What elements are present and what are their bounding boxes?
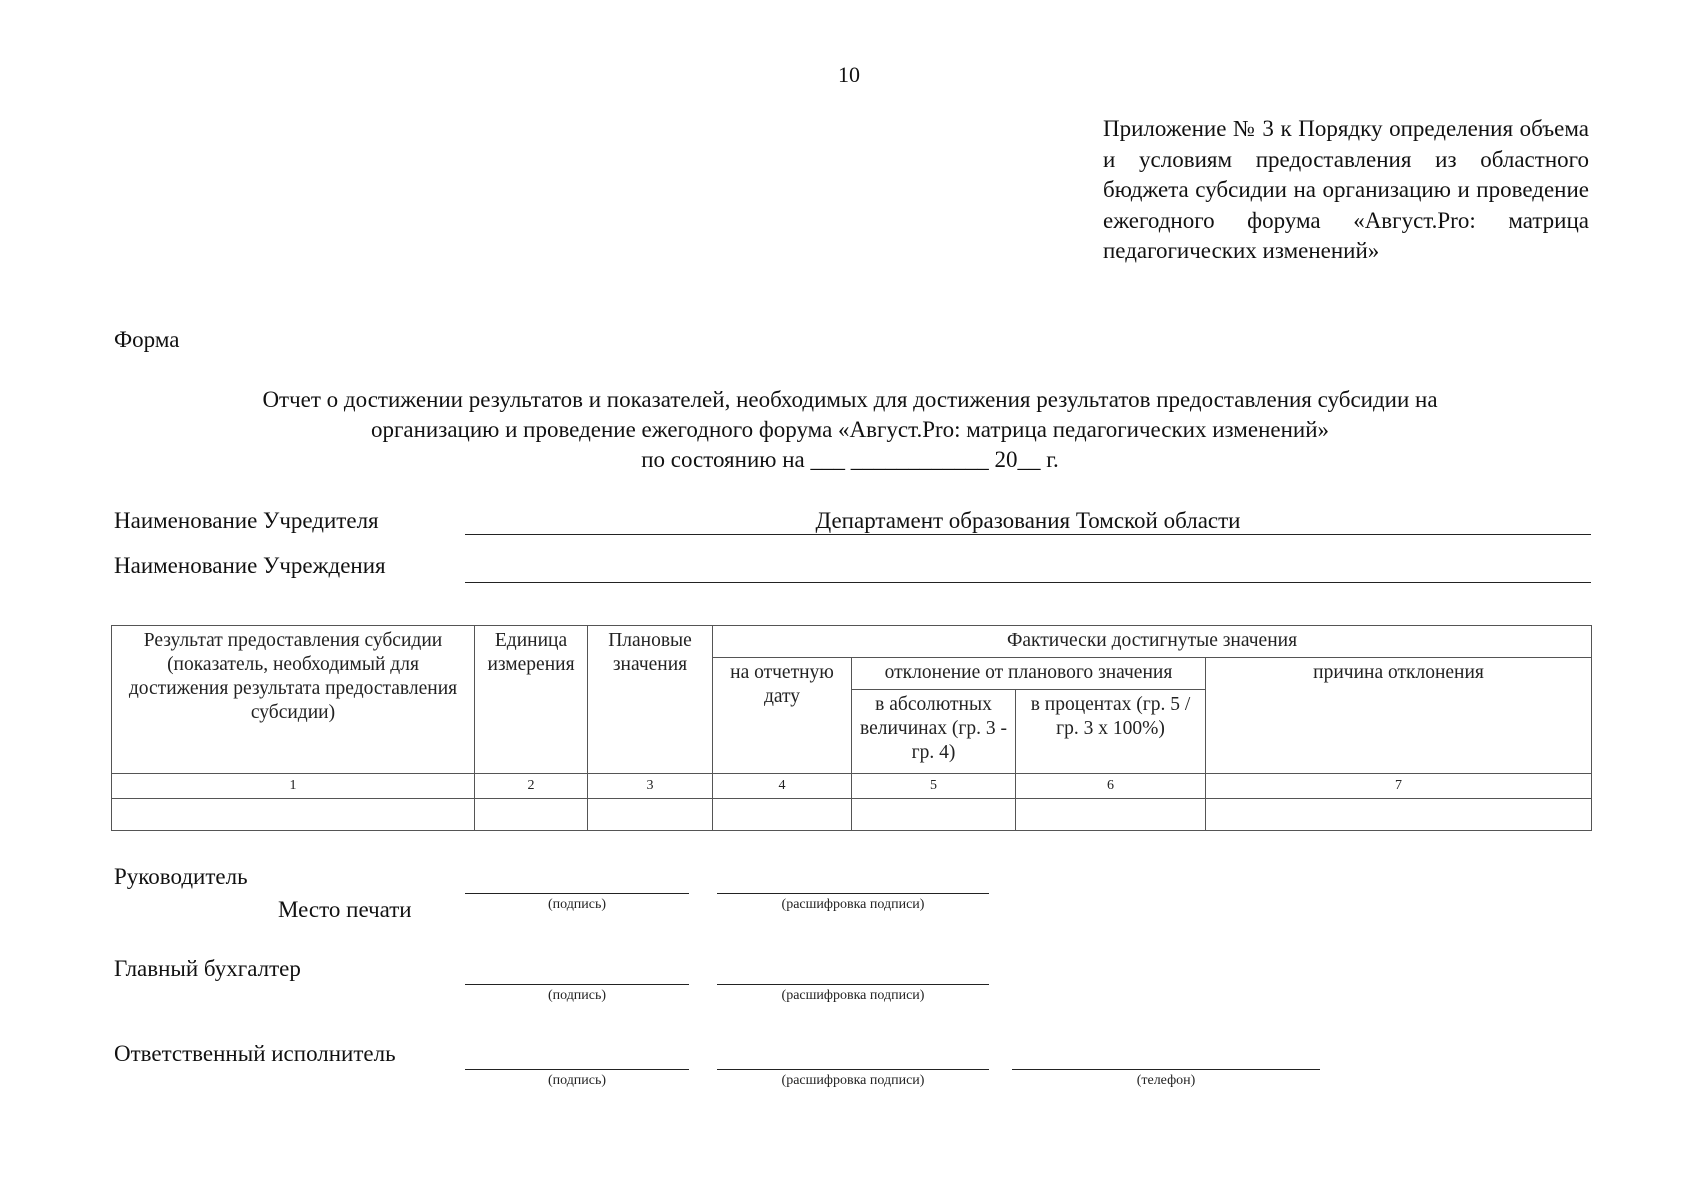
head-decoding-line[interactable] — [717, 893, 989, 894]
appendix-reference: Приложение № 3 к Порядку определения объема и условиям предоставления из областного бюджета субсидии на организацию и проведение ежегодного форума «Август.Pro: матрица педагогических изменений» — [1103, 116, 1589, 263]
executor-decoding-caption: (расшифровка подписи) — [781, 1073, 925, 1088]
accountant-signature-line[interactable] — [465, 984, 689, 985]
accountant-decoding-caption: (расшифровка подписи) — [781, 988, 925, 1003]
executor-signature-line[interactable] — [465, 1069, 689, 1070]
header-report-date: на отчетную дату — [713, 658, 852, 774]
institution-label: Наименование Учреждения — [114, 553, 386, 578]
table-cell-report-date[interactable] — [713, 799, 852, 831]
founder-label: Наименование Учредителя — [114, 508, 379, 533]
head-signature-caption: (подпись) — [547, 897, 607, 912]
header-deviation: отклонение от планового значения — [852, 658, 1206, 690]
table-cell-absolute[interactable] — [852, 799, 1016, 831]
institution-field[interactable] — [465, 556, 1591, 583]
table-cell-planned[interactable] — [588, 799, 713, 831]
founder-field[interactable]: Департамент образования Томской области — [465, 508, 1591, 535]
column-number: 5 — [852, 774, 1016, 799]
report-title-line-1: Отчет о достижении результатов и показателей, необходимых для достижения результатов предоставления субсидии на — [262, 387, 1438, 412]
accountant-signature-caption: (подпись) — [547, 988, 607, 1003]
table-cell-unit[interactable] — [475, 799, 588, 831]
report-title — [150, 385, 1550, 475]
accountant-label: Главный бухгалтер — [114, 956, 301, 981]
head-decoding-caption: (расшифровка подписи) — [781, 897, 925, 912]
report-title-line-3: по состоянию на ___ ____________ 20__ г. — [641, 447, 1059, 472]
header-planned: Плановые значения — [588, 626, 713, 774]
column-number: 7 — [1206, 774, 1592, 799]
stamp-label: Место печати — [278, 897, 412, 922]
table-cell-reason[interactable] — [1206, 799, 1592, 831]
executor-phone-caption: (телефон) — [1136, 1073, 1196, 1088]
results-table — [111, 625, 1592, 831]
column-number: 1 — [112, 774, 475, 799]
header-result: Результат предоставления субсидии (показатель, необходимый для достижения результата предоставления субсидии) — [112, 626, 475, 774]
executor-decoding-line[interactable] — [717, 1069, 989, 1070]
header-deviation-reason: причина отклонения — [1206, 658, 1592, 774]
report-title-line-2: организацию и проведение ежегодного форума «Август.Pro: матрица педагогических изменений» — [370, 417, 1330, 442]
header-unit: Единица измерения — [475, 626, 588, 774]
executor-label: Ответственный исполнитель — [114, 1041, 396, 1066]
column-number: 3 — [588, 774, 713, 799]
executor-phone-line[interactable] — [1012, 1069, 1320, 1070]
header-absolute: в абсолютных величинах (гр. 3 - гр. 4) — [852, 690, 1016, 774]
column-number-row — [112, 774, 1592, 799]
executor-signature-caption: (подпись) — [547, 1073, 607, 1088]
page-number: 10 — [838, 62, 860, 87]
head-label: Руководитель — [114, 864, 248, 889]
form-label: Форма — [114, 327, 180, 352]
column-number: 6 — [1016, 774, 1206, 799]
table-row — [112, 799, 1592, 831]
table-cell-result[interactable] — [112, 799, 475, 831]
header-percent: в процентах (гр. 5 / гр. 3 х 100%) — [1016, 690, 1206, 774]
table-cell-percent[interactable] — [1016, 799, 1206, 831]
header-actual-group: Фактически достигнутые значения — [713, 626, 1592, 658]
column-number: 2 — [475, 774, 588, 799]
accountant-decoding-line[interactable] — [717, 984, 989, 985]
column-number: 4 — [713, 774, 852, 799]
head-signature-line[interactable] — [465, 893, 689, 894]
